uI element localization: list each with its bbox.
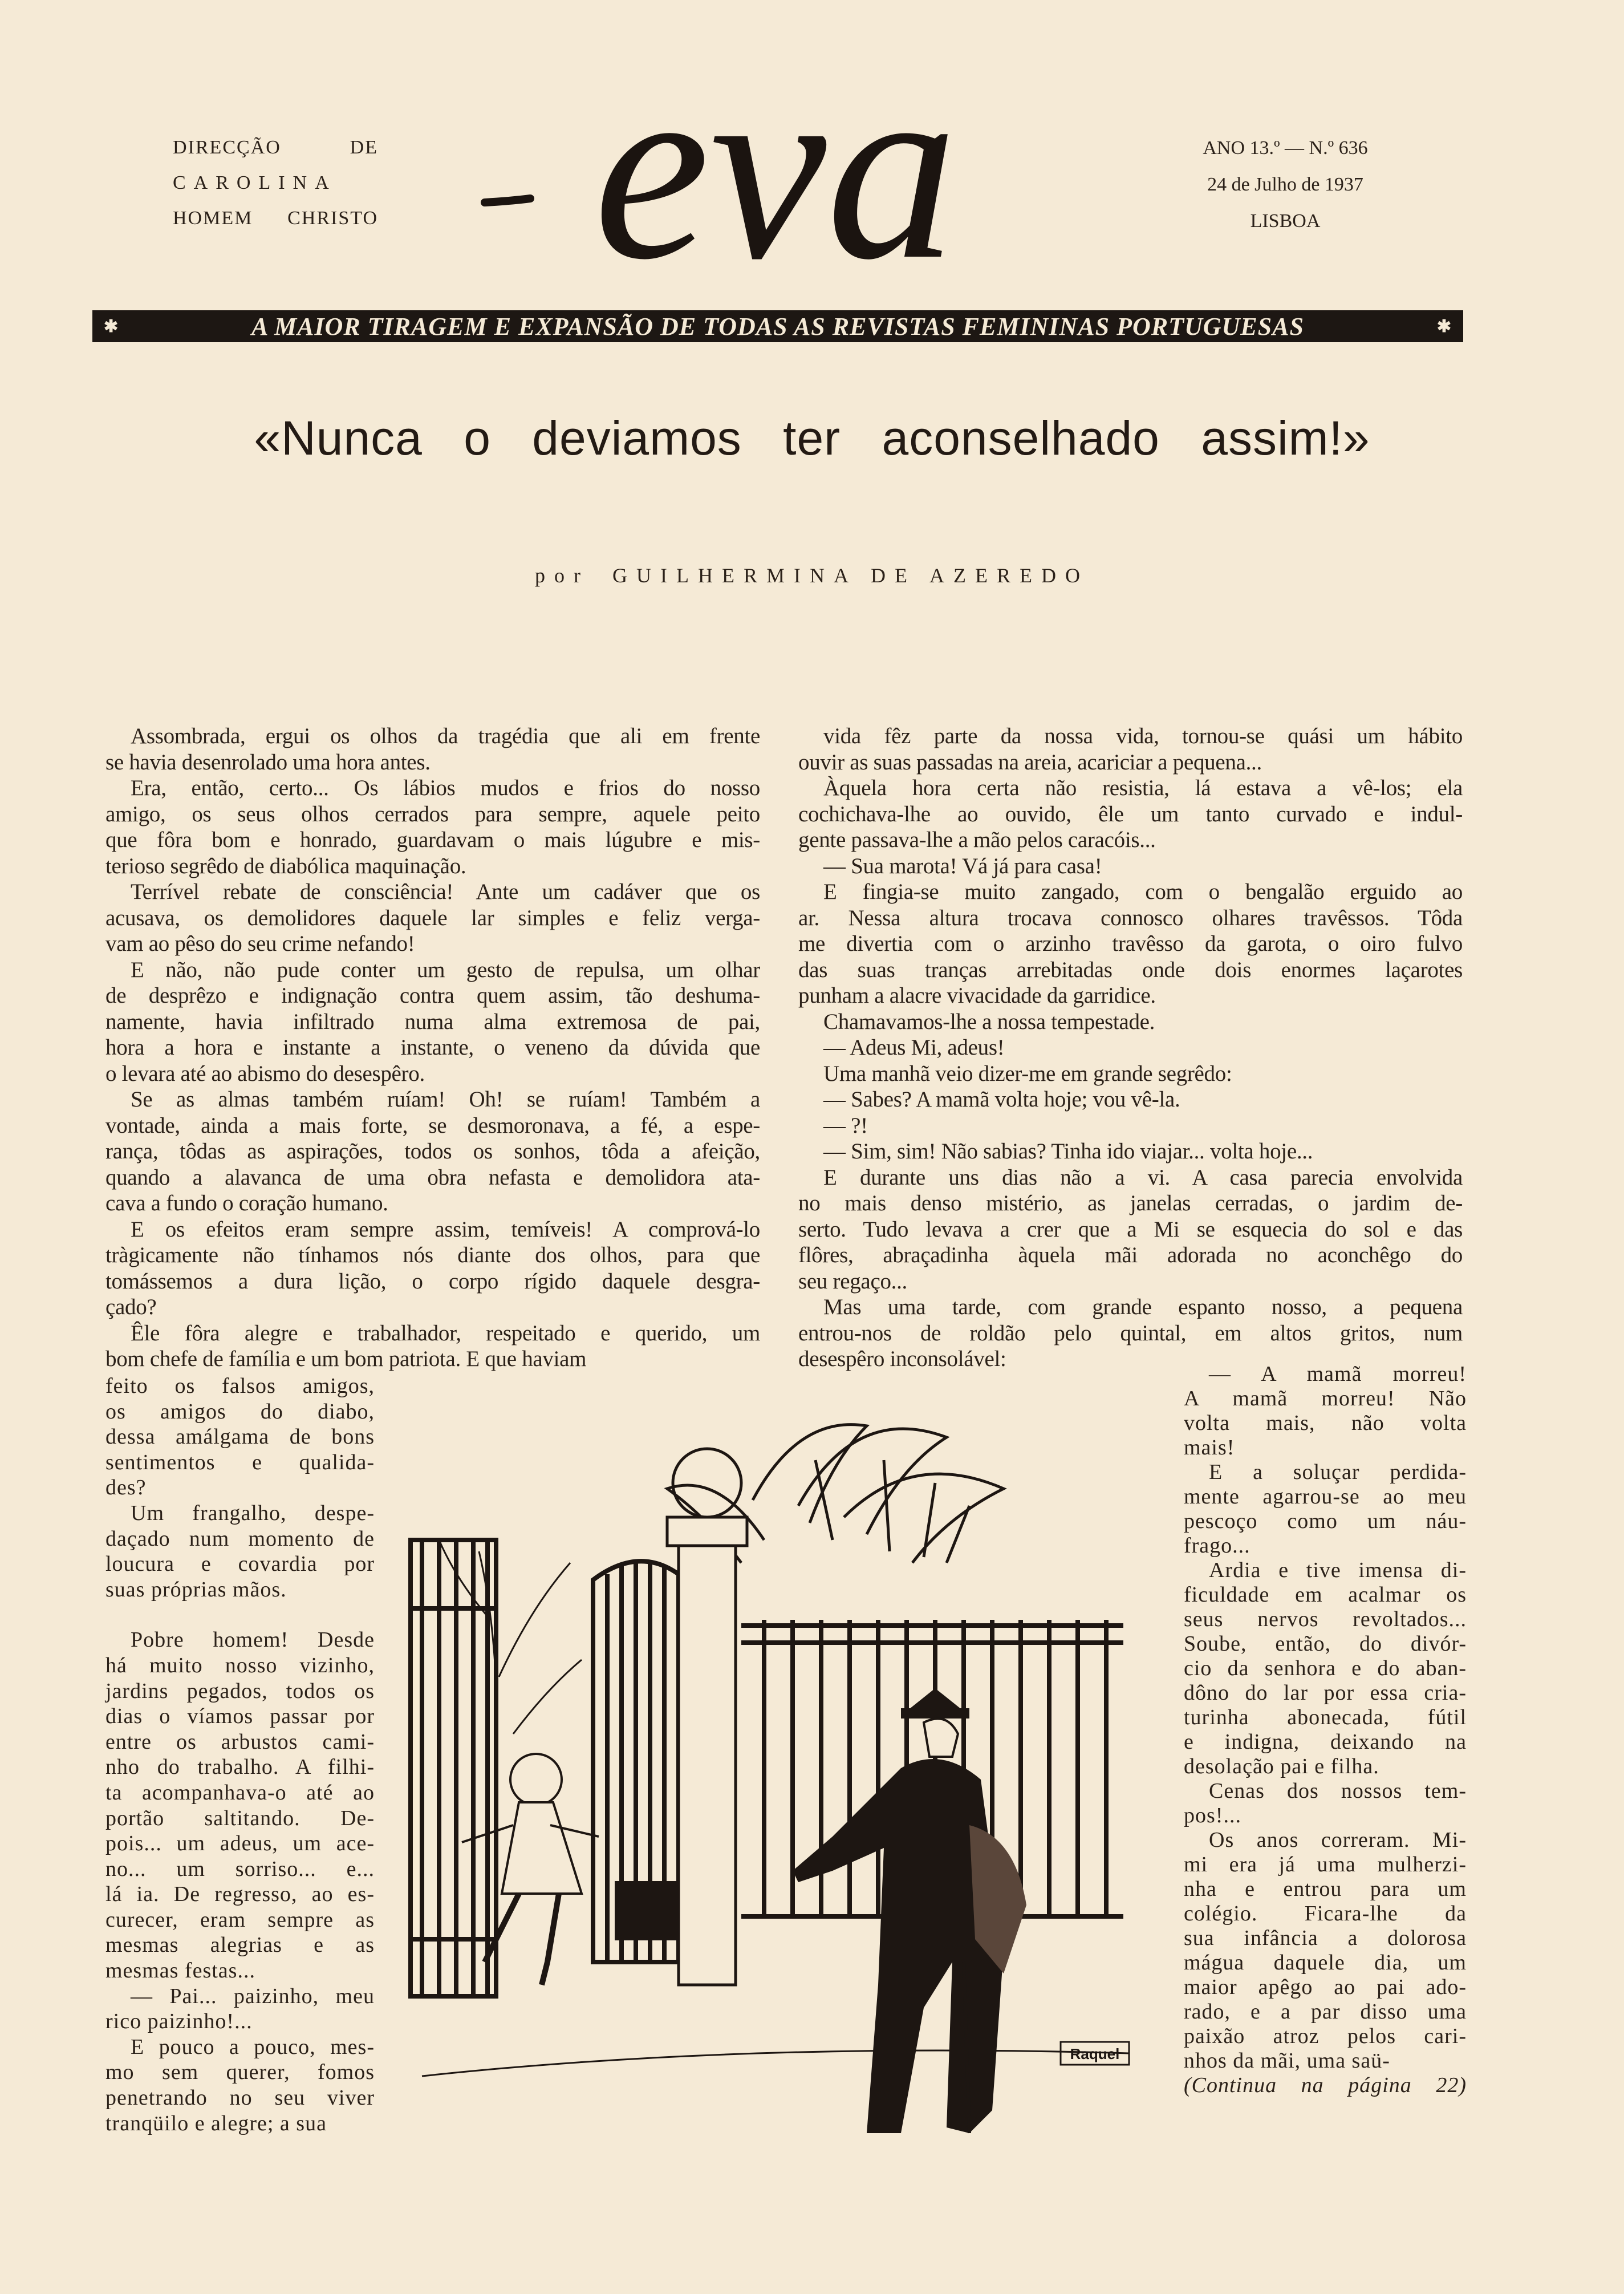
text-line: mente agarrou-se ao meu xyxy=(1184,1485,1467,1509)
text-line: hora a hora e instante a instante, o veneno da dúvida que xyxy=(105,1035,760,1060)
text-line: cochichava-lhe ao ouvido, êle um tanto curvado e indul- xyxy=(798,801,1463,826)
text-line: — Sabes? A mamã volta hoje; vou vê-la. xyxy=(823,1087,1180,1112)
text-line: E os efeitos eram sempre assim, temíveis! A comprová-lo xyxy=(131,1217,760,1242)
text-line: Cenas dos nossos tem- xyxy=(1209,1779,1467,1803)
paragraph xyxy=(105,1320,760,1372)
text-line: Uma manhã veio dizer-me em grande segrêdo: xyxy=(823,1061,1232,1086)
tagline-text: A MAIOR TIRAGEM E EXPANSÃO DE TODAS AS REVISTAS FEMININAS PORTUGUESAS xyxy=(251,312,1304,341)
text-line: ouvir as suas passadas na areia, acariciar a pequena... xyxy=(798,749,1262,775)
tagline-banner xyxy=(92,310,1463,342)
paragraph xyxy=(798,723,1463,775)
text-line: Um frangalho, despe- xyxy=(131,1501,375,1525)
paragraph xyxy=(105,1217,760,1320)
paragraph xyxy=(1184,1460,1467,1558)
text-line: A mamã morreu! Não xyxy=(1184,1387,1467,1411)
text-line: punham a alacre vivacidade da garridice. xyxy=(798,983,1156,1008)
text-line: mi era já uma mulherzi- xyxy=(1184,1853,1467,1876)
text-line: curecer, eram sempre as xyxy=(105,1907,375,1932)
text-line: serto. Tudo levava a crer que a Mi se esquecia do sol e das xyxy=(798,1217,1463,1242)
left-gate-drawing xyxy=(411,1540,496,1996)
path-line xyxy=(422,2050,1129,2076)
paragraph xyxy=(105,1373,375,1501)
text-line: volta mais, não volta xyxy=(1184,1411,1467,1435)
text-line: rico paizinho!... xyxy=(105,2009,253,2034)
direction-line: CAROLINA xyxy=(173,172,337,193)
text-line: no... um sorriso... e... xyxy=(105,1857,375,1881)
text-line: suas próprias mãos. xyxy=(105,1577,287,1602)
text-line: de desprêzo e indignação contra quem assim, tão deshuma- xyxy=(105,983,760,1008)
text-line: lá ia. De regresso, ao es- xyxy=(105,1882,375,1907)
text-line: cio da senhora e do aban- xyxy=(1184,1656,1467,1680)
paragraph xyxy=(798,1061,1463,1087)
text-line: — A mamã morreu! xyxy=(1209,1362,1467,1386)
direction-block xyxy=(173,130,378,236)
text-line: pois... um adeus, um ace- xyxy=(105,1831,375,1856)
text-line: entre os arbustos cami- xyxy=(105,1729,375,1754)
paragraph xyxy=(1184,1828,1467,2073)
text-line: flôres, abraçadinha àquela mãi adorada no aconchêgo do xyxy=(798,1243,1463,1267)
text-line: se havia desenrolado uma hora antes. xyxy=(105,749,431,775)
text-line: — Sim, sim! Não sabias? Tinha ido viajar... volta hoje... xyxy=(823,1139,1313,1164)
text-line: ar. Nessa altura trocava connosco olhares travêssos. Tôda xyxy=(798,905,1463,930)
text-line: maior apêgo ao pai ado- xyxy=(1184,1975,1467,1999)
paragraph xyxy=(105,1984,375,2034)
article-title: «Nunca o deviamos ter aconselhado assim!» xyxy=(254,411,1370,465)
paragraph xyxy=(105,2034,375,2136)
text-line: — Adeus Mi, adeus! xyxy=(823,1035,1005,1060)
text-line: E a soluçar perdida- xyxy=(1209,1460,1467,1484)
paragraph xyxy=(105,879,760,957)
column-narrow-right xyxy=(1184,1362,1467,2098)
text-line: nho do trabalho. A filhi- xyxy=(105,1755,375,1780)
text-line: Ardia e tive imensa di- xyxy=(1209,1558,1467,1582)
text-line: penetrando no seu viver xyxy=(105,2086,375,2110)
text-line: daçado num momento de xyxy=(105,1526,375,1551)
text-line: — Sua marota! Vá já para casa! xyxy=(823,853,1102,878)
text-line: há muito nosso vizinho, xyxy=(105,1653,375,1677)
text-line: vam ao pêso do seu crime nefando! xyxy=(105,931,415,956)
column-top-left xyxy=(105,723,760,1372)
paragraph xyxy=(105,1087,760,1217)
text-line: dessa amálgama de bons xyxy=(105,1425,375,1449)
paragraph xyxy=(798,879,1463,1009)
paragraph xyxy=(798,1113,1463,1139)
star-icon: ✱ xyxy=(104,317,119,336)
text-line: mesmas festas... xyxy=(105,1959,255,1983)
logo-text: eva xyxy=(593,68,958,308)
signature-text: Raquel xyxy=(1070,2045,1120,2062)
text-line: Mas uma tarde, com grande espanto nosso, a pequena xyxy=(823,1295,1463,1319)
paragraph xyxy=(105,1501,375,1602)
text-line: Os anos correram. Mi- xyxy=(1209,1828,1467,1852)
text-line: turinha abonecada, fútil xyxy=(1184,1705,1467,1729)
text-line: quando a alavanca de uma obra nefasta e demolidora ata- xyxy=(105,1165,760,1190)
text-line: vida fêz parte da nossa vida, tornou-se quási um hábito xyxy=(823,724,1463,748)
paragraph xyxy=(798,1087,1463,1113)
text-line: namente, havia infiltrado numa alma extremosa de pai, xyxy=(105,1009,760,1034)
text-line: rança, tôdas as aspirações, todos os sonhos, tôda a afeição, xyxy=(105,1139,760,1164)
text-line: seus nervos revoltados... xyxy=(1184,1607,1467,1631)
author-name: GUILHERMINA DE AZEREDO xyxy=(612,564,1089,587)
issue-number: ANO 13.º — N.º 636 xyxy=(1203,137,1368,159)
text-line: sentimentos e qualida- xyxy=(105,1450,375,1474)
issue-block xyxy=(1185,130,1386,240)
text-line: Àquela hora certa não resistia, lá estava a vê-los; ela xyxy=(823,776,1463,800)
paragraph xyxy=(105,957,760,1087)
text-line: E pouco a pouco, mes- xyxy=(131,2034,375,2059)
paragraph xyxy=(798,775,1463,853)
text-line: acusava, os demolidores daquele lar simples e feliz verga- xyxy=(105,905,760,930)
artist-signature xyxy=(1061,2042,1129,2065)
text-line: entrou-nos de roldão pelo quintal, em altos gritos, num xyxy=(798,1320,1463,1345)
paragraph xyxy=(798,1165,1463,1295)
byline xyxy=(0,564,1624,587)
text-line: mo sem querer, fomos xyxy=(105,2060,375,2085)
text-line: amigo, os seus olhos cerrados para sempre, aquele peito xyxy=(105,801,760,826)
text-line: no mais denso mistério, as janelas cerradas, o jardim de- xyxy=(798,1191,1463,1215)
continuation-note: (Continua na página 22) xyxy=(1184,2073,1467,2097)
text-line: portão saltitando. De- xyxy=(105,1806,375,1830)
paragraph xyxy=(798,1138,1463,1165)
text-line: Pobre homem! Desde xyxy=(131,1628,375,1652)
column-top-right xyxy=(798,723,1463,1372)
text-line: pos!... xyxy=(1184,1803,1241,1827)
text-line: rado, e a par disso uma xyxy=(1184,2000,1467,2024)
star-icon: ✱ xyxy=(1436,317,1452,336)
text-line: tràgicamente não tínhamos nós diante dos olhos, para que xyxy=(105,1243,760,1267)
issue-city: LISBOA xyxy=(1250,210,1321,232)
text-line: e indigna, deixando na xyxy=(1184,1730,1467,1754)
paragraph xyxy=(105,723,760,775)
eva-logo xyxy=(468,68,1083,308)
tree-drawing xyxy=(439,1540,582,1791)
text-line: me divertia com o arzinho travêsso da garota, o oiro fulvo xyxy=(798,931,1463,956)
text-line: Era, então, certo... Os lábios mudos e frios do nosso xyxy=(131,776,760,800)
paragraph xyxy=(798,853,1463,879)
paragraph-spacer xyxy=(105,1602,375,1627)
text-line: Terrível rebate de consciência! Ante um cadáver que os xyxy=(131,879,760,904)
text-line: çado? xyxy=(105,1295,157,1319)
text-line: — ?! xyxy=(823,1113,868,1138)
text-line: nhos da mãi, uma saü- xyxy=(1184,2049,1390,2073)
text-line: mesmas alegrias e as xyxy=(105,1933,375,1957)
text-line: frago... xyxy=(1184,1534,1251,1558)
paragraph xyxy=(105,775,760,879)
text-line: os amigos do diabo, xyxy=(105,1399,375,1424)
direction-line: DIRECÇÃO DE xyxy=(173,137,378,158)
text-line: desespêro inconsolável: xyxy=(798,1347,1006,1371)
paragraph xyxy=(1184,1362,1467,1460)
text-line: mais! xyxy=(1184,1436,1235,1460)
text-line: o levara até ao abismo do desespêro. xyxy=(105,1061,425,1086)
logo-swash xyxy=(485,198,530,202)
text-line: des? xyxy=(105,1476,147,1500)
text-line: E não, não pude conter um gesto de repulsa, um olhar xyxy=(131,957,760,982)
text-line: tranqüilo e alegre; a sua xyxy=(105,2111,327,2135)
text-line: E fingia-se muito zangado, com o bengalão erguido ao xyxy=(823,879,1463,904)
text-line: Êle fôra alegre e trabalhador, respeitado e querido, um xyxy=(131,1320,760,1345)
paragraph xyxy=(1184,1558,1467,1779)
text-line: bom chefe de família e um bom patriota. E que haviam xyxy=(105,1347,587,1371)
text-line: nha e entrou para um xyxy=(1184,1877,1467,1901)
byline-prefix: por xyxy=(535,564,590,587)
text-line: paixão atroz pelos cari- xyxy=(1184,2024,1467,2048)
paragraph xyxy=(105,1602,375,1627)
text-line: sua infância a dolorosa xyxy=(1184,1926,1467,1950)
paragraph xyxy=(1184,1779,1467,1828)
text-line: Chamavamos-lhe a nossa tempestade. xyxy=(823,1009,1155,1034)
text-line: loucura e covardia por xyxy=(105,1552,375,1576)
text-line: E durante uns dias não a vi. A casa parecia envolvida xyxy=(823,1165,1463,1190)
text-line: das suas tranças arrebitadas onde dois enormes laçarotes xyxy=(798,957,1463,982)
text-line: mágua daquele dia, um xyxy=(1184,1951,1467,1975)
text-line: feito os falsos amigos, xyxy=(105,1374,375,1398)
text-line: que fôra bom e honrado, guardavam o mais lúgubre e mis- xyxy=(105,828,760,852)
text-line: desolação pai e filha. xyxy=(1184,1754,1379,1778)
text-line: ta acompanhava-o até ao xyxy=(105,1780,375,1805)
text-line: seu regaço... xyxy=(798,1268,908,1294)
issue-date: 24 de Julho de 1937 xyxy=(1207,174,1363,195)
text-line: tomássemos a dura lição, o corpo rígido daquele desgra- xyxy=(105,1268,760,1294)
text-line: vontade, ainda a mais forte, se desmoronava, a fé, a espe- xyxy=(105,1113,760,1138)
paragraph xyxy=(105,1627,375,1983)
text-line: terioso segrêdo de diabólica maquinação. xyxy=(105,853,466,878)
text-line: ficuldade em acalmar os xyxy=(1184,1583,1467,1607)
direction-line: HOMEM CHRISTO xyxy=(173,208,378,229)
text-line: gente passava-lhe a mão pelos caracóis... xyxy=(798,828,1156,852)
text-line: dias o víamos passar por xyxy=(105,1704,375,1729)
paragraph xyxy=(798,1035,1463,1061)
text-line: cava a fundo o coração humano. xyxy=(105,1191,388,1215)
text-line: Se as almas também ruíam! Oh! se ruíam! Também a xyxy=(131,1087,760,1112)
paragraph xyxy=(798,1009,1463,1035)
text-line: dôno do lar por essa cria- xyxy=(1184,1681,1467,1705)
column-narrow-left xyxy=(105,1373,375,2136)
text-line: pescoço como um náu- xyxy=(1184,1509,1467,1533)
text-line: jardins pegados, todos os xyxy=(105,1679,375,1703)
text-line: Assombrada, ergui os olhos da tragédia que ali em frente xyxy=(131,724,760,748)
text-line: Soube, então, do divór- xyxy=(1184,1632,1467,1656)
illustration-garden-gate xyxy=(399,1392,1140,2156)
paragraph xyxy=(798,1294,1463,1372)
text-line: — Pai... paizinho, meu xyxy=(131,1984,375,2008)
text-line: colégio. Ficara-lhe da xyxy=(1184,1902,1467,1926)
